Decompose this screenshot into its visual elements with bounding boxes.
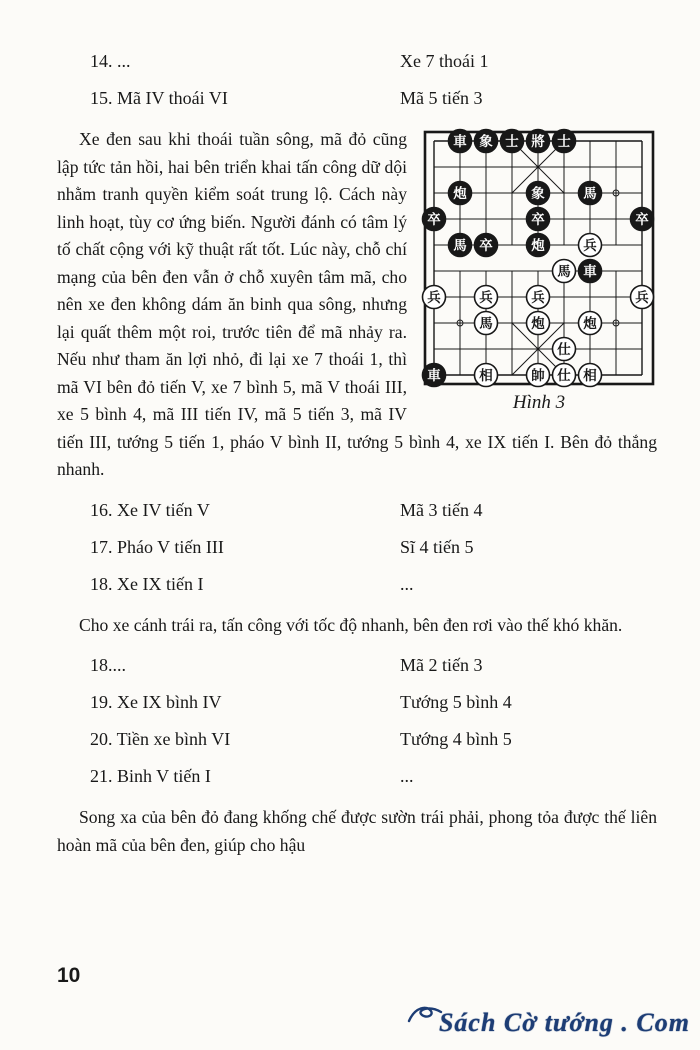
move-red: 21. Binh V tiến I	[90, 766, 211, 786]
paragraph-1-container	[57, 126, 657, 484]
move-black: ...	[400, 573, 414, 594]
move-black: Xe 7 thoái 1	[400, 51, 489, 71]
move-row	[57, 763, 657, 790]
svg-text:馬: 馬	[557, 264, 571, 280]
xiangqi-board-figure	[421, 128, 657, 415]
move-red: 19. Xe IX bình IV	[90, 692, 222, 712]
svg-text:帥: 帥	[531, 368, 545, 384]
move-black: ...	[400, 766, 414, 786]
svg-text:將: 將	[531, 134, 545, 150]
move-row	[57, 48, 657, 75]
xiangqi-piece-red	[553, 260, 576, 283]
svg-text:士: 士	[557, 134, 571, 150]
xiangqi-piece-black	[423, 364, 446, 387]
move-black: Mã 5 tiến 3	[400, 88, 483, 108]
book-page	[57, 48, 657, 872]
svg-text:相: 相	[479, 368, 493, 384]
board-star-marker	[455, 318, 466, 329]
xiangqi-piece-red	[527, 364, 550, 387]
svg-text:仕: 仕	[557, 342, 571, 358]
move-red: 15. Mã IV thoái VI	[90, 88, 228, 108]
svg-text:炮: 炮	[453, 186, 467, 202]
move-red: 18. Xe IX tiến I	[90, 573, 204, 594]
move-black: Mã 2 tiến 3	[400, 655, 483, 675]
xiangqi-piece-black	[501, 130, 524, 153]
move-row	[57, 726, 657, 753]
xiangqi-piece-red	[527, 312, 550, 335]
paragraph-3: Song xa của bên đỏ đang khống chế được sườn trái phải, phong tỏa được thế liên hoàn mã của bên đen, giúp cho hậu	[57, 807, 657, 855]
xiangqi-piece-black	[449, 182, 472, 205]
svg-text:相: 相	[583, 368, 597, 384]
svg-text:兵: 兵	[531, 290, 545, 306]
xiangqi-piece-red	[475, 364, 498, 387]
svg-text:馬: 馬	[583, 186, 597, 202]
svg-text:象: 象	[531, 186, 545, 202]
move-black: Mã 3 tiến 4	[400, 499, 483, 520]
xiangqi-piece-red	[475, 312, 498, 335]
svg-text:仕: 仕	[557, 368, 571, 384]
xiangqi-piece-black	[631, 208, 654, 231]
move-red: 18....	[90, 655, 126, 675]
move-row	[57, 652, 657, 679]
paragraph-1: Xe đen sau khi thoái tuần sông, mã đỏ cũng lập tức tản hồi, hai bên triển khai tấn công dữ dội nhằm tranh quyền kiểm soát trung lộ. Cách này linh hoạt, tùy cơ ứng biến. Người đánh có tâm lý tố chất cộng với kỹ thuật rất tốt. Lúc này, chỗ chí mạng của bên đen vẫn ở chỗ xuyên tâm mã, cho nên xe đen không dám ăn binh qua sông, nhưng lại quất thêm một roi, trước tiên để mã nhảy ra. Nếu như tham ăn lợi nhỏ, đi lại xe 7 thoái 1, thì mã VI bên đỏ tiến V, xe 7 bình 5, mã V thoái III, xe 5 bình 4, mã III tiến IV, mã 5 tiến 3, mã IV tiến III, tướng 5 tiến 1, pháo V bình II, tướng 5 bình 4, xe IX tiến I. Bên đỏ thắng nhanh.	[57, 129, 657, 479]
page-number: 10	[57, 964, 81, 987]
svg-text:兵: 兵	[583, 238, 597, 254]
xiangqi-piece-red	[579, 364, 602, 387]
xiangqi-piece-black	[449, 234, 472, 257]
svg-text:卒: 卒	[635, 212, 649, 228]
xiangqi-piece-red	[423, 286, 446, 309]
xiangqi-board	[421, 128, 657, 388]
svg-text:馬: 馬	[479, 316, 493, 332]
move-row	[57, 571, 657, 598]
move-red: 16. Xe IV tiến V	[90, 499, 210, 520]
svg-text:炮: 炮	[583, 316, 597, 332]
move-row	[57, 689, 657, 716]
svg-text:車: 車	[583, 264, 597, 280]
svg-text:車: 車	[427, 368, 441, 384]
xiangqi-piece-black	[579, 182, 602, 205]
xiangqi-piece-black	[553, 130, 576, 153]
move-list-1	[57, 48, 657, 112]
svg-text:兵: 兵	[427, 290, 441, 306]
move-list-3	[57, 652, 657, 790]
xiangqi-piece-red	[527, 286, 550, 309]
move-row	[57, 497, 657, 524]
xiangqi-piece-red	[475, 286, 498, 309]
svg-text:卒: 卒	[531, 212, 545, 228]
xiangqi-piece-black	[423, 208, 446, 231]
xiangqi-piece-red	[553, 364, 576, 387]
move-red: 17. Pháo V tiến III	[90, 536, 224, 557]
figure-caption: Hình 3	[512, 392, 566, 413]
watermark-text: Sách Cờ tướng . Com	[438, 1008, 690, 1037]
svg-text:兵: 兵	[635, 290, 649, 306]
xiangqi-piece-black	[449, 130, 472, 153]
svg-text:卒: 卒	[479, 238, 493, 254]
xiangqi-piece-black	[475, 130, 498, 153]
watermark	[405, 1002, 690, 1038]
svg-text:馬: 馬	[453, 238, 467, 254]
board-star-marker	[611, 318, 622, 329]
move-black: Tướng 5 bình 4	[400, 692, 512, 712]
svg-text:炮: 炮	[531, 238, 545, 254]
xiangqi-piece-black	[527, 234, 550, 257]
svg-text:卒: 卒	[427, 212, 441, 228]
move-list-2	[57, 497, 657, 598]
board-star-marker	[611, 188, 622, 199]
svg-text:兵: 兵	[479, 290, 493, 306]
move-red: 20. Tiền xe bình VI	[90, 729, 231, 749]
xiangqi-piece-black	[579, 260, 602, 283]
xiangqi-piece-black	[527, 182, 550, 205]
xiangqi-piece-red	[631, 286, 654, 309]
svg-text:車: 車	[453, 134, 467, 150]
svg-text:炮: 炮	[531, 316, 545, 332]
paragraph-2: Cho xe cánh trái ra, tấn công với tốc độ nhanh, bên đen rơi vào thế khó khăn.	[79, 614, 623, 635]
move-row	[57, 534, 657, 561]
xiangqi-piece-black	[475, 234, 498, 257]
svg-text:士: 士	[505, 134, 519, 150]
move-row	[57, 85, 657, 112]
xiangqi-piece-red	[579, 312, 602, 335]
xiangqi-piece-black	[527, 130, 550, 153]
move-black: Tướng 4 bình 5	[400, 729, 512, 749]
xiangqi-piece-red	[579, 234, 602, 257]
xiangqi-piece-black	[527, 208, 550, 231]
svg-text:象: 象	[479, 134, 493, 150]
move-red: 14. ...	[90, 51, 131, 71]
move-black: Sĩ 4 tiến 5	[400, 536, 474, 557]
xiangqi-piece-red	[553, 338, 576, 361]
